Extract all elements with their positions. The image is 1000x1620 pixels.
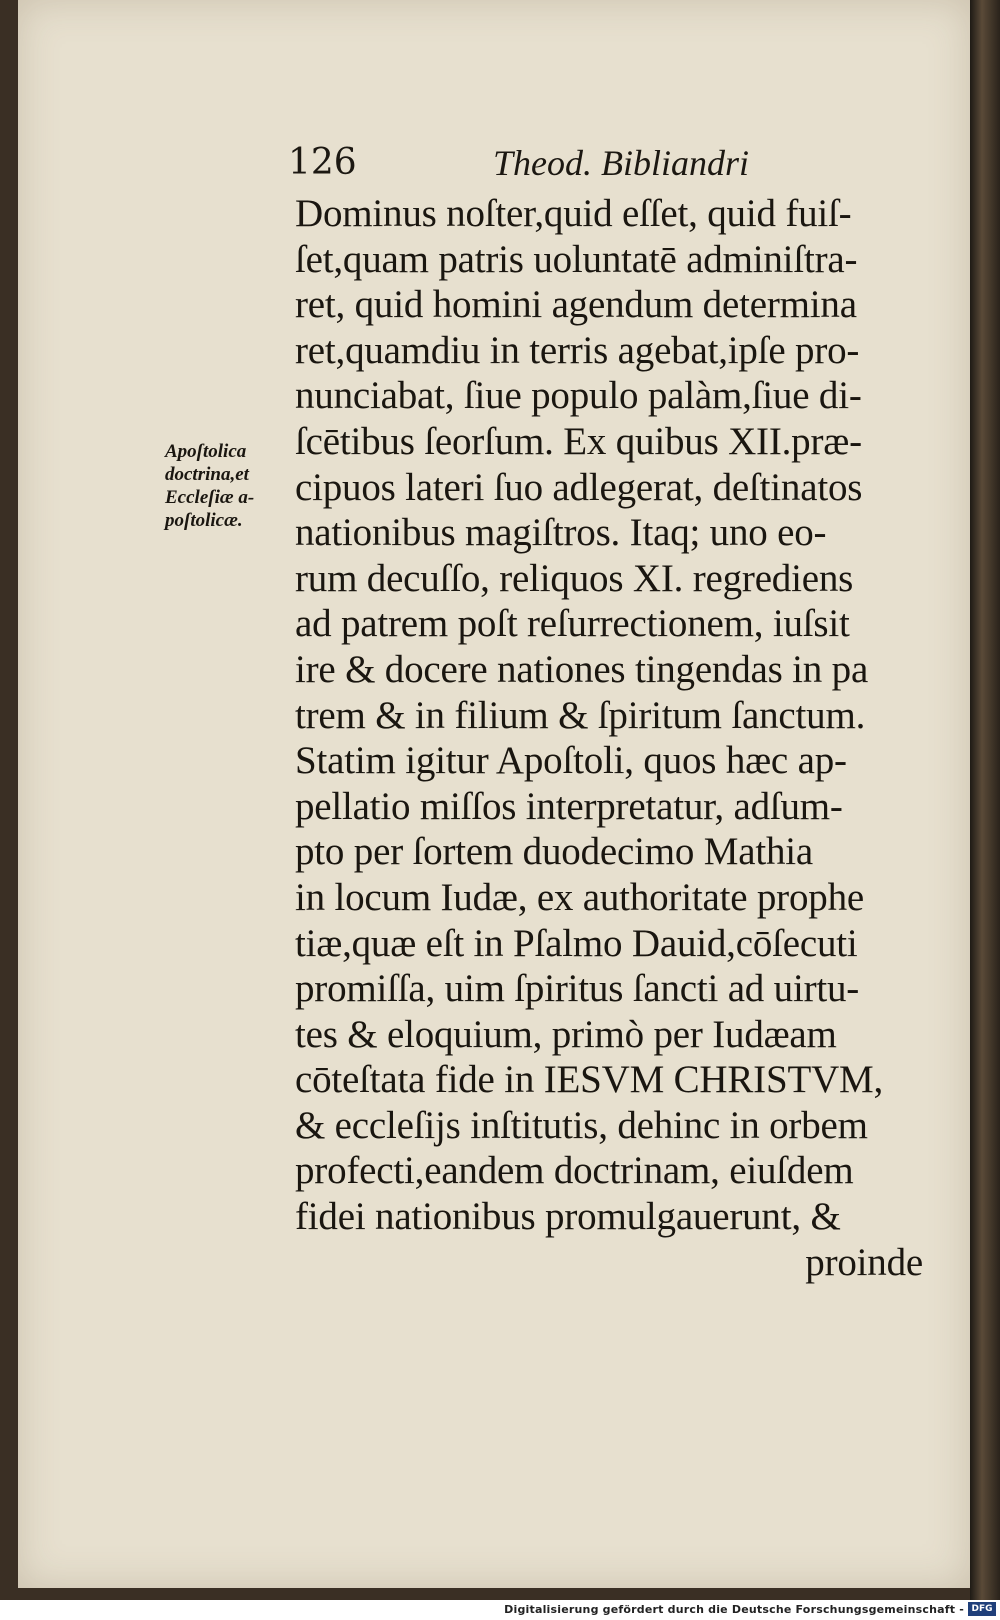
marginal-note-line: doctrina,et: [165, 464, 249, 485]
dfg-logo: DFG: [968, 1602, 996, 1616]
text-line: ad patrem poſt reſurrectionem, iuſsit: [295, 602, 850, 646]
footer-credit: Digitalisierung gefördert durch die Deutsche Forschungsgemeinschaft -: [504, 1603, 964, 1616]
text-line: trem & in filium & ſpiritum ſanctum.: [295, 693, 866, 737]
text-line: rum decuſſo, reliquos XI. regrediens: [295, 556, 854, 600]
text-line: profecti,eandem doctrinam, eiuſdem: [295, 1149, 854, 1193]
catchword: proinde: [805, 1240, 923, 1284]
text-line: & eccleſijs inſtitutis, dehinc in orbem: [295, 1103, 868, 1147]
text-line: cipuos lateri ſuo adlegerat, deſtinatos: [295, 465, 863, 509]
running-title: Theod. Bibliandri: [493, 143, 750, 183]
text-line: tes & eloquium, primò per Iudæam: [295, 1012, 837, 1056]
marginal-note: [165, 440, 285, 532]
text-line: tiæ,quæ eſt in Pſalmo Dauid,cōſecuti: [295, 921, 858, 965]
text-line: ſet,quam patris uoluntatē adminiſtra-: [295, 237, 858, 281]
body-text: [295, 191, 935, 1285]
text-line: ret, quid homini agendum determina: [295, 283, 857, 327]
book-edge: [970, 0, 1000, 1600]
text-line: ſcētibus ſeorſum. Ex quibus XII.præ-: [295, 419, 862, 463]
text-line: cōteſtata fide in IESVM CHRISTVM,: [295, 1058, 884, 1102]
text-line: Statim igitur Apoſtoli, quos hæc ap-: [295, 739, 847, 783]
text-line: ret,quamdiu in terris agebat,ipſe pro-: [295, 328, 860, 372]
text-line: Dominus noſter,quid eſſet, quid fuiſ-: [295, 192, 852, 235]
text-line: pto per ſortem duodecimo Mathia: [295, 830, 813, 874]
marginal-note-line: poſtolicæ.: [165, 510, 243, 531]
text-line: nunciabat, ſiue populo palàm,ſiue di-: [295, 374, 862, 418]
text-line: pellatio miſſos interpretatur, adſum-: [295, 784, 843, 828]
text-line: promiſſa, uim ſpiritus ſancti ad uirtu-: [295, 967, 860, 1011]
marginal-note-line: Apoſtolica: [165, 441, 247, 462]
running-head: [288, 142, 788, 188]
page-number: 126: [288, 142, 357, 183]
text-line: ire & docere nationes tingendas in pa: [295, 647, 869, 691]
text-line: fidei nationibus promulgauerunt, &: [295, 1195, 841, 1239]
text-line: nationibus magiſtros. Itaq; uno eo-: [295, 511, 827, 555]
marginal-note-line: Eccleſiæ a-: [165, 487, 255, 508]
footer-bar: [0, 1600, 1000, 1620]
text-line: in locum Iudæ, ex authoritate prophe: [295, 875, 864, 919]
